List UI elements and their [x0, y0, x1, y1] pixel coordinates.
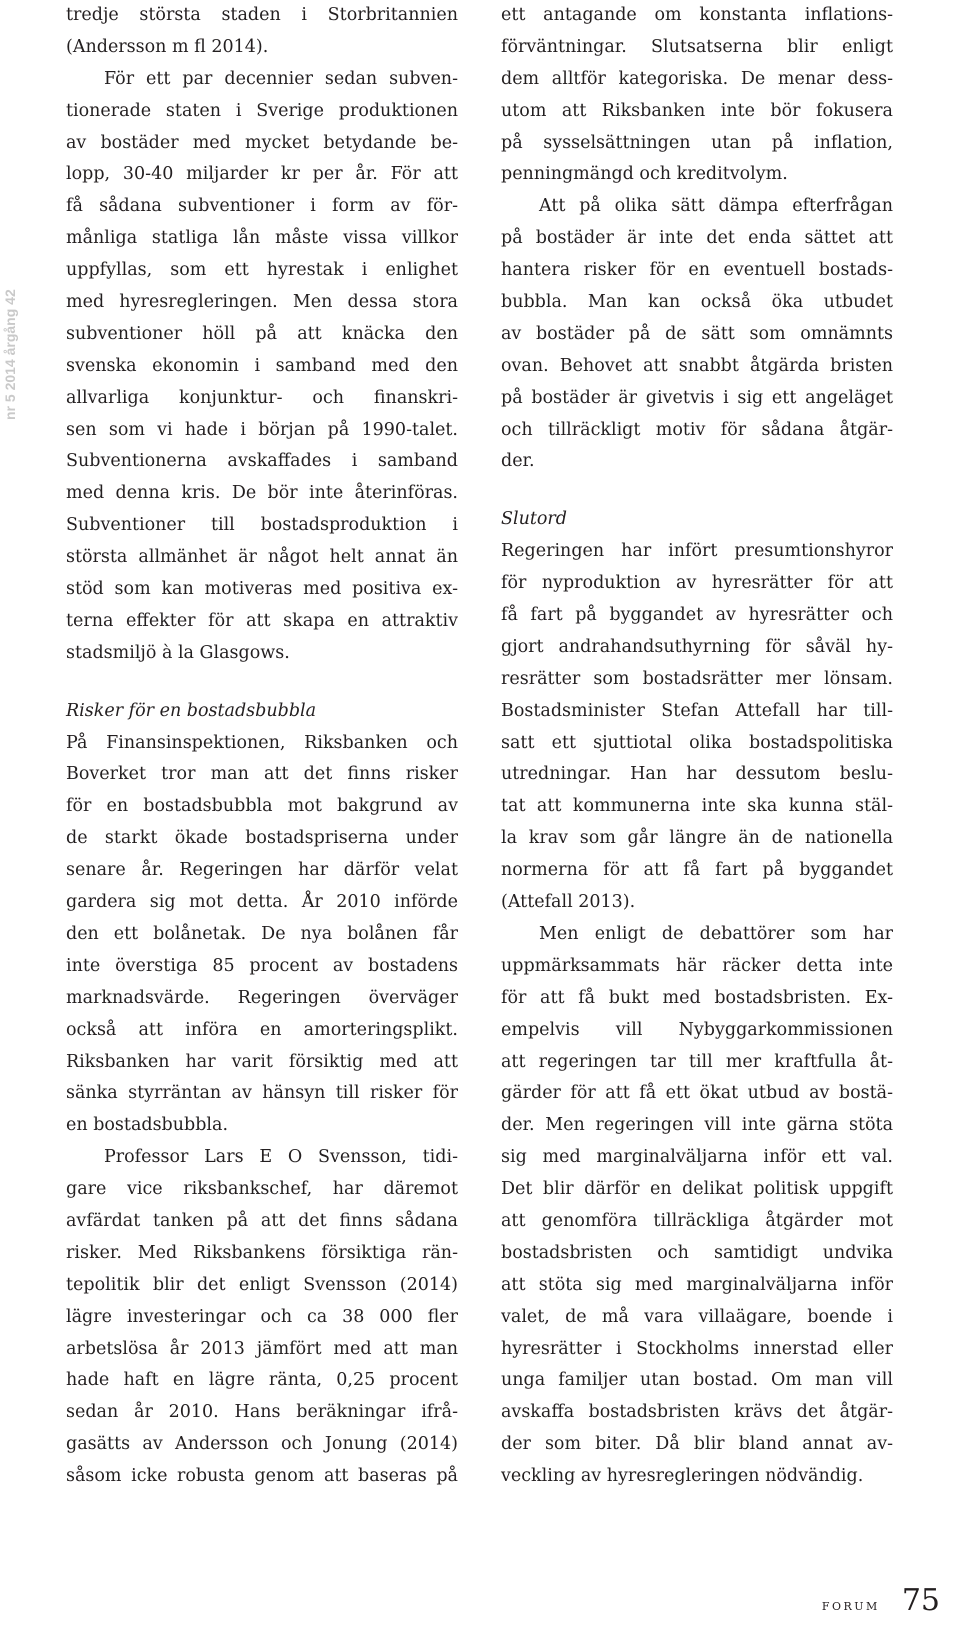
text-line: avfärdat tanken på att det finns sådana [66, 1210, 458, 1231]
text-line: Boverket tror man att det finns risker [66, 764, 458, 785]
issue-margin-label: nr 5 2014 årgång 42 [2, 289, 18, 421]
text-line: Subventionerna avskaffades i samband [66, 451, 458, 472]
page-footer [822, 1583, 940, 1618]
text-line: bostadsbristen och samtidigt undvika [501, 1242, 893, 1263]
text-line: Att på olika sätt dämpa efterfrågan [539, 196, 893, 217]
text-line: der som biter. Då blir bland annat av- [501, 1434, 893, 1455]
text-line: att stöta sig med marginalväljarna inför [501, 1274, 893, 1295]
text-line: på sysselsättningen utan på inflation, [501, 132, 893, 153]
text-line: uppmärksammats här räcker detta inte [501, 955, 893, 976]
text-line: på bostäder är inte det enda sättet att [501, 228, 893, 249]
text-line: få sådana subventioner i form av för- [66, 196, 458, 217]
section-gap [501, 478, 893, 504]
text-line: arbetslösa år 2013 jämfört med att man [66, 1338, 458, 1359]
text-line: (Andersson m fl 2014). [66, 36, 269, 57]
text-line: förväntningar. Slutsatserna blir enligt [501, 36, 893, 57]
text-line: svenska ekonomin i samband med den [66, 355, 458, 376]
section-gap [66, 670, 458, 696]
text-line: der. Men regeringen vill inte gärna stöta [501, 1115, 893, 1136]
text-line: Professor Lars E O Svensson, tidi- [104, 1147, 458, 1168]
text-line: sänka styrräntan av hänsyn till risker för [66, 1083, 458, 1104]
text-line: den ett bolånetak. De nya bolånen får [66, 923, 458, 944]
text-line: få fart på byggandet av hyresrätter och [501, 605, 893, 626]
text-line: der. [501, 451, 535, 472]
text-line: med denna kris. De bör inte återinföras. [66, 483, 458, 504]
text-line: penningmängd och kreditvolym. [501, 164, 788, 185]
text-line: ett antagande om konstanta inflations- [501, 5, 893, 25]
text-line: tredje största staden i Storbritannien [66, 5, 458, 25]
text-line: lägre investeringar och ca 38 000 fler [66, 1306, 458, 1327]
magazine-name: forum [821, 1596, 880, 1614]
text-line: dem alltför kategoriska. De menar dess- [501, 68, 893, 89]
text-line: för en bostadsbubbla mot bakgrund av [66, 796, 458, 817]
text-line: månliga statliga lån måste vissa villkor [66, 228, 458, 249]
text-line: satt ett sjuttiotal olika bostadspolitiska [501, 732, 893, 753]
text-line: hantera risker för en eventuell bostads- [501, 260, 893, 281]
text-line: tat att kommunerna inte ska kunna stäl- [501, 796, 893, 817]
text-line: gjort andrahandsuthyrning för såväl hy- [501, 636, 893, 657]
text-line: att regeringen tar till mer kraftfulla åt- [501, 1051, 893, 1072]
page-number: 75 [901, 1583, 940, 1618]
right-text-column [501, 0, 893, 1493]
text-line: Regeringen har infört presumtionshyror [501, 541, 893, 562]
text-line: hyresrätter i Stockholms innerstad eller [501, 1338, 893, 1359]
text-line: sen som vi hade i början på 1990-talet. [66, 419, 458, 440]
text-line: ovan. Behovet att snabbt åtgärda bristen [501, 355, 893, 376]
text-line: marknadsvärde. Regeringen överväger [66, 987, 458, 1008]
text-line: För ett par decennier sedan subven- [104, 68, 458, 89]
text-line: på bostäder är givetvis i sig ett angeläget [501, 387, 893, 408]
text-line: la krav som går längre än de nationella [501, 828, 893, 849]
text-line: gardera sig mot detta. År 2010 införde [66, 892, 458, 913]
text-line: tepolitik blir det enligt Svensson (2014) [66, 1274, 458, 1295]
text-line: utom att Riksbanken inte bör fokusera [501, 100, 893, 121]
text-line: Subventioner till bostadsproduktion i [66, 515, 458, 536]
text-line: Riksbanken har varit försiktig med att [66, 1051, 458, 1072]
text-line: stadsmiljö à la Glasgows. [66, 642, 290, 663]
text-line: en bostadsbubbla. [66, 1115, 229, 1136]
text-line: unga familjer utan bostad. Om man vill [501, 1370, 893, 1391]
text-line: de starkt ökade bostadspriserna under [66, 828, 458, 849]
text-line: risker. Med Riksbankens försiktiga rän- [66, 1242, 458, 1263]
text-line: största allmänhet är något helt annat än [66, 547, 458, 568]
text-line: senare år. Regeringen har därför velat [66, 860, 458, 881]
text-line: gare vice riksbankschef, har däremot [66, 1179, 458, 1200]
text-line: normerna för att få fart på byggandet [501, 860, 893, 881]
text-line: stöd som kan motiveras med positiva ex- [66, 579, 458, 600]
text-line: med hyresregleringen. Men dessa stora [66, 292, 458, 313]
text-line: Bostadsminister Stefan Attefall har till- [501, 700, 893, 721]
text-line: empelvis vill Nybyggarkommissionen [501, 1019, 893, 1040]
text-line: såsom icke robusta genom att baseras på [66, 1466, 458, 1487]
text-line: På Finansinspektionen, Riksbanken och [66, 732, 458, 753]
text-line: allvarliga konjunktur- och finanskri- [66, 387, 458, 408]
text-line: Det blir därför en delikat politisk uppgift [501, 1179, 893, 1200]
text-line: att genomföra tillräckliga åtgärder mot [501, 1210, 893, 1231]
text-line: uppfyllas, som ett hyrestak i enlighet [66, 260, 458, 281]
text-line: veckling av hyresregleringen nödvändig. [501, 1466, 864, 1487]
section-heading: Slutord [501, 509, 567, 530]
text-line: sig med marginalväljarna inför ett val. [501, 1147, 893, 1168]
text-line: (Attefall 2013). [501, 892, 636, 913]
text-line: av bostäder med mycket betydande be- [66, 132, 458, 153]
text-line: tionerade staten i Sverige produktionen [66, 100, 458, 121]
text-line: lopp, 30-40 miljarder kr per år. För att [66, 164, 458, 185]
text-line: för att få bukt med bostadsbristen. Ex- [501, 987, 893, 1008]
text-line: terna effekter för att skapa en attraktiv [66, 610, 458, 631]
text-line: gasätts av Andersson och Jonung (2014) [66, 1434, 458, 1455]
text-line: avskaffa bostadsbristen krävs det åtgär- [501, 1402, 893, 1423]
text-line: också att införa en amorteringsplikt. [66, 1019, 458, 1040]
text-line: sedan år 2010. Hans beräkningar ifrå- [66, 1402, 458, 1423]
text-line: och tillräckligt motiv för sådana åtgär- [501, 419, 893, 440]
text-line: Men enligt de debattörer som har [539, 923, 893, 944]
text-line: av bostäder på de sätt som omnämnts [501, 323, 893, 344]
text-line: inte överstiga 85 procent av bostadens [66, 955, 458, 976]
text-line: bubbla. Man kan också öka utbudet [501, 292, 893, 313]
section-heading: Risker för en bostadsbubbla [66, 700, 317, 721]
left-text-column [66, 0, 458, 1493]
text-line: för nyproduktion av hyresrätter för att [501, 573, 893, 594]
text-line: resrätter som bostadsrätter mer lönsam. [501, 668, 893, 689]
text-line: gärder för att få ett ökat utbud av bostä- [501, 1083, 893, 1104]
text-line: valet, de må vara villaägare, boende i [501, 1306, 893, 1327]
text-line: hade haft en lägre ränta, 0,25 procent [66, 1370, 458, 1391]
text-line: subventioner höll på att knäcka den [66, 323, 458, 344]
text-line: utredningar. Han har dessutom beslu- [501, 764, 893, 785]
